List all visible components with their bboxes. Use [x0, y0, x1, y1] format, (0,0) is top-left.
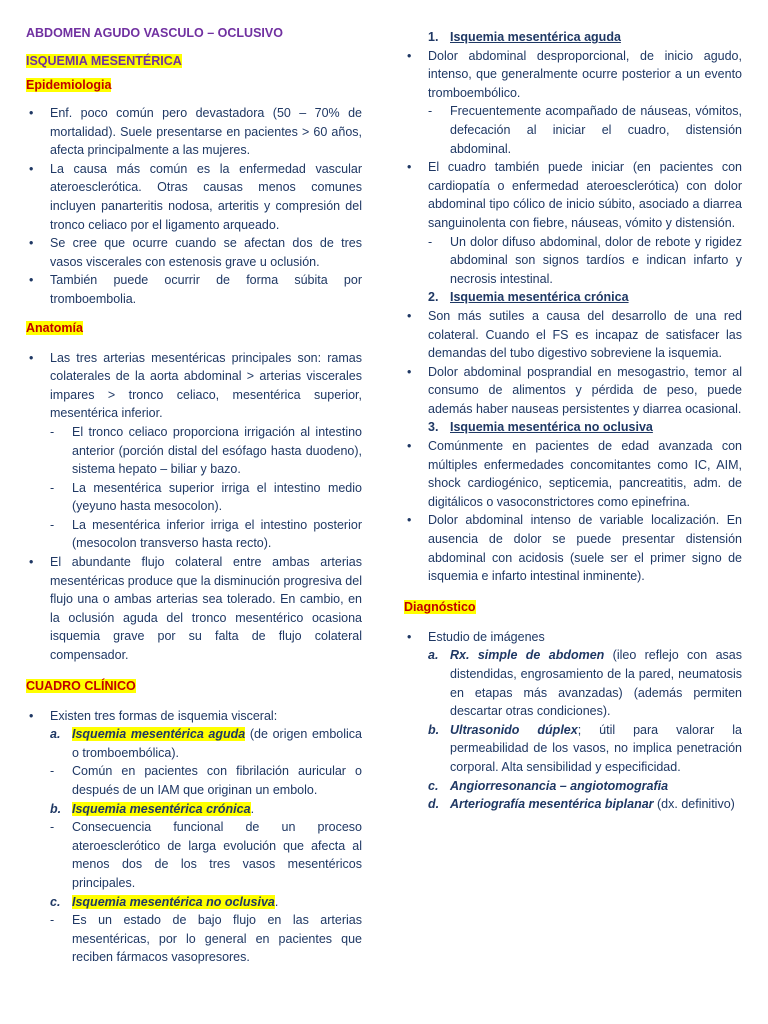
item-title: Isquemia mesentérica crónica: [450, 290, 629, 305]
list-item: • Enf. poco común pero devastadora (50 – 70% de mortalidad). Suele presentarse en pacientes > 60 años, afecta principalmente a las mujeres.: [26, 104, 362, 160]
anatomia-list: [26, 349, 362, 665]
list-item: • Dolor abdominal intenso de variable localización. En ausencia de dolor se puede presentar distensión abdominal con acidosis (suele ser el primer signo de isquemia e infarto intestinal inminente).: [404, 511, 742, 585]
numbered-heading-no-oclusiva: [404, 418, 742, 437]
lettered-item-b: [404, 721, 742, 777]
sub-list-item: - Es un estado de bajo flujo en las arterias mesentéricas, por lo general en pacientes que reciben fármacos vasopresores.: [26, 911, 362, 967]
heading-cuadro-clinico: CUADRO CLÍNICO: [26, 678, 136, 693]
item-title: Angiorresonancia – angiotomografia: [450, 778, 669, 793]
sub-list-item: - La mesentérica superior irriga el intestino medio (yeyuno hasta mesocolon).: [26, 479, 362, 516]
sub-list-item: - El tronco celiaco proporciona irrigación al intestino anterior (porción distal del esófago hasta duodeno), sistema hepato – biliar y bazo.: [26, 423, 362, 479]
item-title: Isquemia mesentérica no oclusiva: [72, 894, 275, 909]
list-item: • Se cree que ocurre cuando se afectan dos de tres vasos viscerales con estenosis grave u oclusión.: [26, 234, 362, 271]
item-marker: 3.: [428, 420, 439, 435]
lettered-item-c: [404, 777, 742, 796]
lettered-item-a: [404, 646, 742, 720]
sub-list-item: - Un dolor difuso abdominal, dolor de rebote y rigidez abdominal son signos tardíos e indican infarto y necrosis intestinal.: [404, 233, 742, 289]
left-column: [26, 26, 362, 967]
list-item: • La causa más común es la enfermedad vascular ateroesclerótica. Otras causas menos comunes incluyen panarteritis nodosa, arteritis y compresión del tronco celiaco por el ligamento arqueado.: [26, 160, 362, 234]
item-title: Isquemia mesentérica aguda: [72, 727, 246, 742]
item-marker: a.: [428, 648, 439, 663]
list-item: • El cuadro también puede iniciar (en pacientes con cardiopatía o enfermedad ateroesclerótica) con dolor abdominal tipo cólico de inicio súbito, asociado a diarrea sanguinolenta con fiebre, náuseas, vómito y distensión.: [404, 158, 742, 232]
item-text: .: [250, 801, 255, 816]
sub-list-item: - Frecuentemente acompañado de náuseas, vómitos, defecación al iniciar el cuadro, distensión abdominal.: [404, 102, 742, 158]
sub-list-item: - Consecuencia funcional de un proceso ateroesclerótico de larga evolución que afecta al menos dos de los tres vasos mesentéricos principales.: [26, 818, 362, 892]
numbered-heading-cronica: [404, 288, 742, 307]
diagnostico-list: [404, 628, 742, 814]
list-item: • Comúnmente en pacientes de edad avanzada con múltiples enfermedades concomitantes como IC, AIM, shock cardiogénico, septicemia, pancreatitis, adm. de digitálicos o vasoconstrictores como epinefrina.: [404, 437, 742, 511]
item-marker: c.: [428, 778, 439, 793]
list-item: • Existen tres formas de isquemia visceral:: [26, 707, 362, 726]
list-item: • También puede ocurrir de forma súbita por tromboembolia.: [26, 271, 362, 308]
cuadro-clinico-list: [26, 707, 362, 967]
item-marker: a.: [50, 727, 61, 742]
lettered-item-b: [26, 800, 362, 819]
list-item: • El abundante flujo colateral entre ambas arterias mesentéricas produce que la disminución progresiva del flujo una o ambas arterias sea tolerado. En cambio, en la oclusión aguda del tronco mesentérico ocasiona isquemia grave por su falta de flujo colateral compensador.: [26, 553, 362, 665]
item-title: Isquemia mesentérica crónica: [72, 801, 251, 816]
item-marker: d.: [428, 797, 440, 812]
list-item: • Estudio de imágenes: [404, 628, 742, 647]
sub-list-item: - Común en pacientes con fibrilación auricular o después de un IAM que originan un embolo.: [26, 762, 362, 799]
item-title: Arteriografía mesentérica biplanar: [450, 797, 654, 812]
document-title: ABDOMEN AGUDO VASCULO – OCLUSIVO: [26, 26, 283, 40]
item-text: .: [274, 894, 279, 909]
lettered-item-d: [404, 795, 742, 814]
item-text: ; útil para valorar la permeabilidad de los vasos, no implica penetración corporal. Alta sensibilidad y especificidad.: [450, 722, 742, 774]
item-marker: b.: [428, 722, 440, 737]
epidemiologia-list: [26, 104, 362, 309]
lettered-item-a: [26, 725, 362, 762]
list-item: • Son más sutiles a causa del desarrollo de una red colateral. Cuando el FS es incapaz de satisfacer las demandas del tubo digestivo sobreviene la isquemia.: [404, 307, 742, 363]
item-marker: 2.: [428, 290, 439, 305]
item-title: Isquemia mesentérica no oclusiva: [450, 420, 653, 435]
right-column: [404, 28, 742, 814]
section-title: ISQUEMIA MESENTÉRICA: [26, 54, 182, 68]
aguda-list: [404, 28, 742, 586]
item-text: (de origen embolica o tromboembólica).: [72, 727, 363, 760]
heading-anatomia: Anatomía: [26, 320, 83, 335]
item-marker: 1.: [428, 30, 439, 44]
item-marker: c.: [50, 894, 61, 909]
item-title: Isquemia mesentérica aguda: [450, 30, 621, 44]
list-item: • Las tres arterias mesentéricas principales son: ramas colaterales de la aorta abdominal > arterias viscerales impares > tronco celiaco, mesentérica superior, mesentérica inferior.: [26, 349, 362, 423]
item-title: Ultrasonido dúplex: [450, 722, 578, 737]
item-marker: b.: [50, 801, 62, 816]
item-text: (ileo reflejo con asas distendidas, engrosamiento de la pared, neumatosis en etapas más avanzadas) (además permiten descartar otras condiciones).: [450, 648, 742, 719]
item-title: Rx. simple de abdomen: [450, 648, 605, 663]
numbered-heading-aguda: [404, 28, 742, 47]
list-item: • Dolor abdominal desproporcional, de inicio agudo, intenso, que generalmente ocurre posterior a un evento tromboembólico.: [404, 47, 742, 103]
heading-epidemiologia: Epidemiologia: [26, 78, 112, 92]
item-text: (dx. definitivo): [653, 797, 735, 812]
lettered-item-c: [26, 893, 362, 912]
heading-diagnostico: Diagnóstico: [404, 599, 476, 614]
sub-list-item: - La mesentérica inferior irriga el intestino posterior (mesocolon transverso hasta recto).: [26, 516, 362, 553]
list-item: • Dolor abdominal posprandial en mesogastrio, temor al consumo de alimentos y pérdida de peso, puede además haber nauseas persistentes y diarrea ocasional.: [404, 363, 742, 419]
